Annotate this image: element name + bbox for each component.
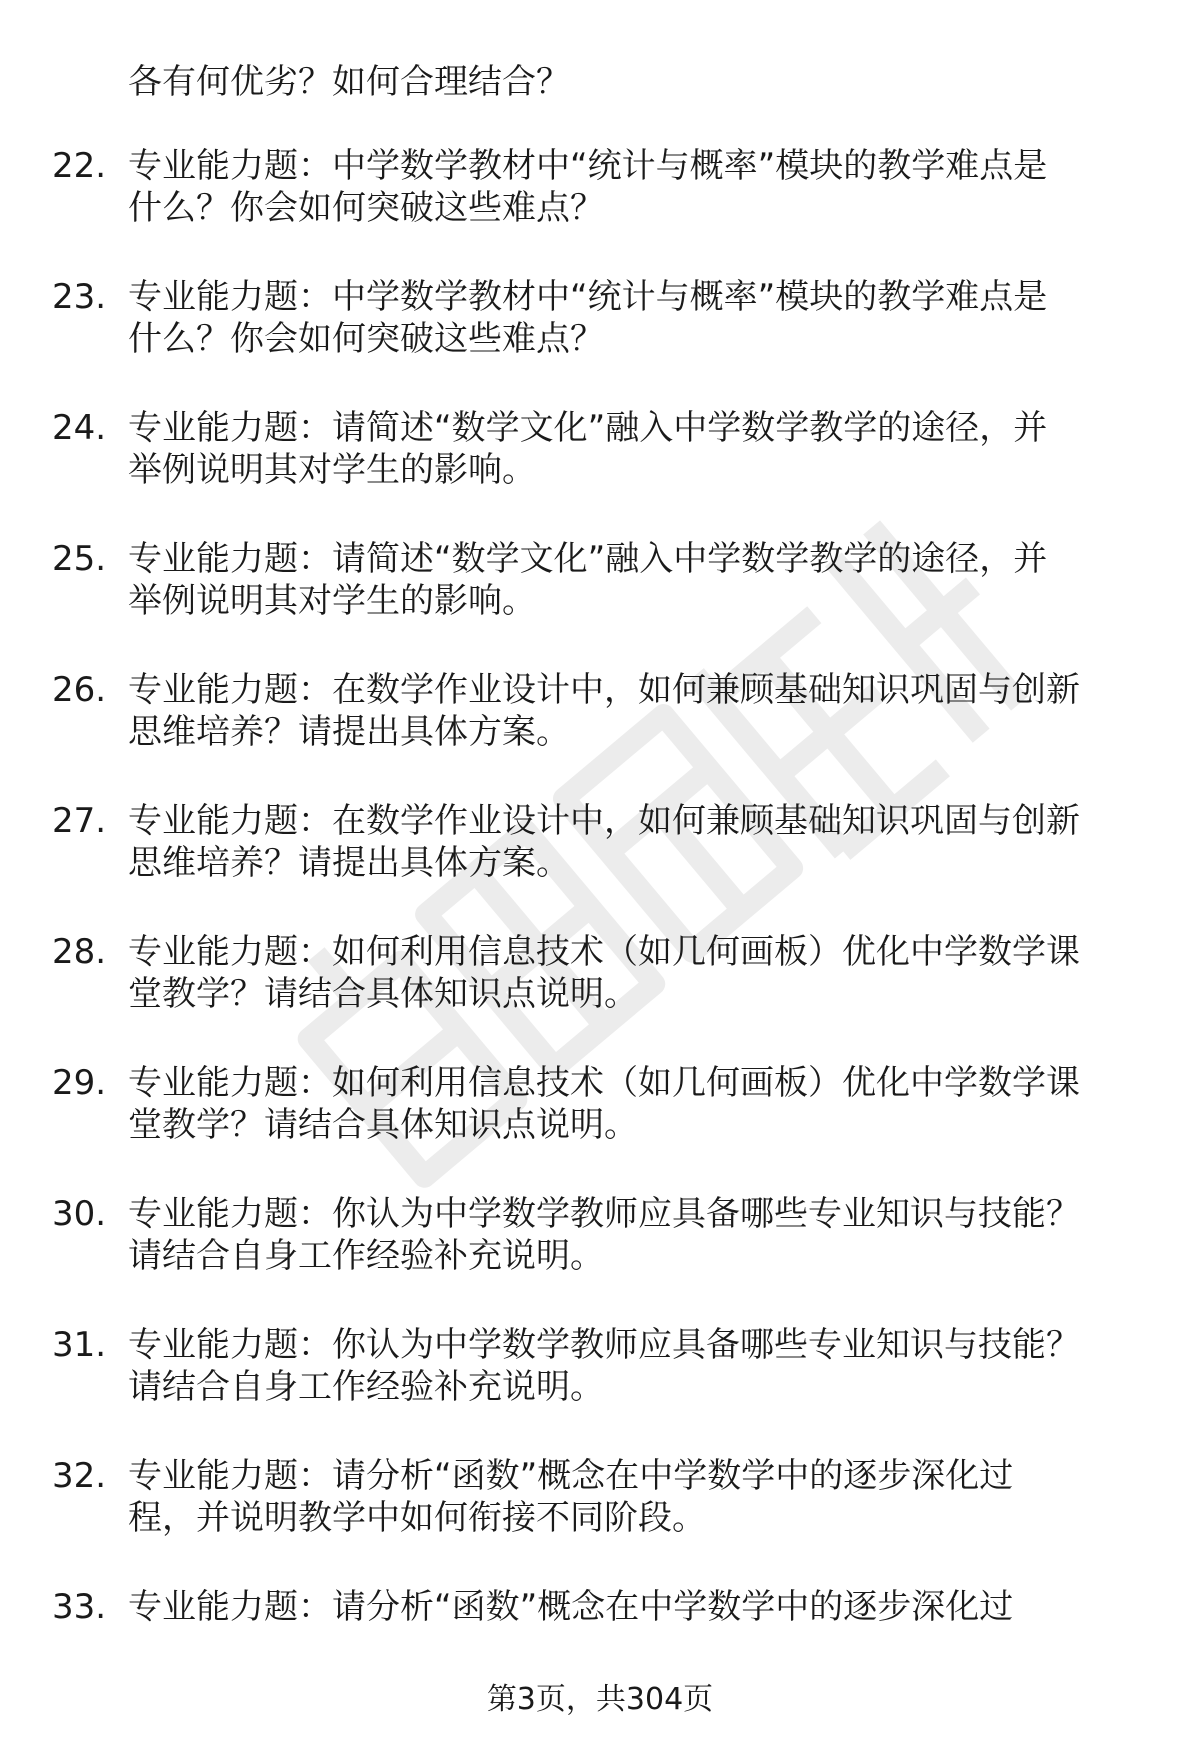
question-number: 30.: [52, 1194, 107, 1234]
question-text: [128, 142, 1138, 232]
question-line: 专业能力题：你认为中学数学教师应具备哪些专业知识与技能？: [128, 1194, 1080, 1234]
question-item: [0, 1059, 1200, 1149]
question-text: [128, 928, 1138, 1018]
question-line: 专业能力题：如何利用信息技术（如几何画板）优化中学数学课: [128, 932, 1080, 972]
question-number: 25.: [52, 539, 107, 579]
question-item: [0, 142, 1200, 232]
question-number: 32.: [52, 1456, 107, 1496]
question-number: 26.: [52, 670, 107, 710]
question-text: [128, 273, 1138, 363]
question-line: 请结合自身工作经验补充说明。: [128, 1367, 604, 1407]
question-item: [0, 1190, 1200, 1280]
question-line: 什么？你会如何突破这些难点？: [128, 188, 604, 228]
question-item: [0, 1321, 1200, 1411]
question-line: 专业能力题：在数学作业设计中，如何兼顾基础知识巩固与创新: [128, 670, 1080, 710]
question-line: 请结合自身工作经验补充说明。: [128, 1236, 604, 1276]
question-line: 专业能力题：中学数学教材中“统计与概率”模块的教学难点是: [128, 146, 1048, 186]
question-item: [0, 1452, 1200, 1542]
question-item: [0, 797, 1200, 887]
question-number: 33.: [52, 1587, 107, 1627]
question-number: 23.: [52, 277, 107, 317]
question-line: 举例说明其对学生的影响。: [128, 581, 536, 621]
question-text: [128, 1321, 1138, 1411]
question-line: 专业能力题：你认为中学数学教师应具备哪些专业知识与技能？: [128, 1325, 1080, 1365]
question-number: 29.: [52, 1063, 107, 1103]
question-number: 24.: [52, 408, 107, 448]
question-text: [128, 1059, 1138, 1149]
question-line: 专业能力题：请分析“函数”概念在中学数学中的逐步深化过: [128, 1456, 1014, 1496]
question-line: 思维培养？请提出具体方案。: [128, 712, 570, 752]
question-text: [128, 666, 1138, 756]
question-line: 专业能力题：中学数学教材中“统计与概率”模块的教学难点是: [128, 277, 1048, 317]
question-line: 程，并说明教学中如何衔接不同阶段。: [128, 1498, 706, 1538]
question-line: 举例说明其对学生的影响。: [128, 450, 536, 490]
question-item: [0, 535, 1200, 625]
question-item: [0, 273, 1200, 363]
page-footer: 第3页，共304页: [486, 1682, 714, 1717]
continued-question-text: 各有何优劣？如何合理结合？: [128, 62, 570, 102]
question-line: 专业能力题：在数学作业设计中，如何兼顾基础知识巩固与创新: [128, 801, 1080, 841]
question-number: 28.: [52, 932, 107, 972]
question-line: 专业能力题：请简述“数学文化”融入中学数学教学的途径，并: [128, 539, 1048, 579]
question-item: [0, 928, 1200, 1018]
question-text: [128, 1452, 1138, 1542]
question-text: [128, 1583, 1138, 1631]
question-line: 专业能力题：如何利用信息技术（如几何画板）优化中学数学课: [128, 1063, 1080, 1103]
question-number: 27.: [52, 801, 107, 841]
question-line: 堂教学？请结合具体知识点说明。: [128, 974, 638, 1014]
question-text: [128, 1190, 1138, 1280]
question-text: [128, 797, 1138, 887]
question-line: 专业能力题：请简述“数学文化”融入中学数学教学的途径，并: [128, 408, 1048, 448]
question-number: 31.: [52, 1325, 107, 1365]
question-item: [0, 1583, 1200, 1673]
question-line: 思维培养？请提出具体方案。: [128, 843, 570, 883]
question-item: [0, 666, 1200, 756]
question-item: [0, 404, 1200, 494]
question-line: 专业能力题：请分析“函数”概念在中学数学中的逐步深化过: [128, 1587, 1014, 1627]
question-number: 22.: [52, 146, 107, 186]
question-list: [0, 142, 1200, 1714]
question-text: [128, 404, 1138, 494]
question-line: 什么？你会如何突破这些难点？: [128, 319, 604, 359]
question-text: [128, 535, 1138, 625]
question-line: 堂教学？请结合具体知识点说明。: [128, 1105, 638, 1145]
